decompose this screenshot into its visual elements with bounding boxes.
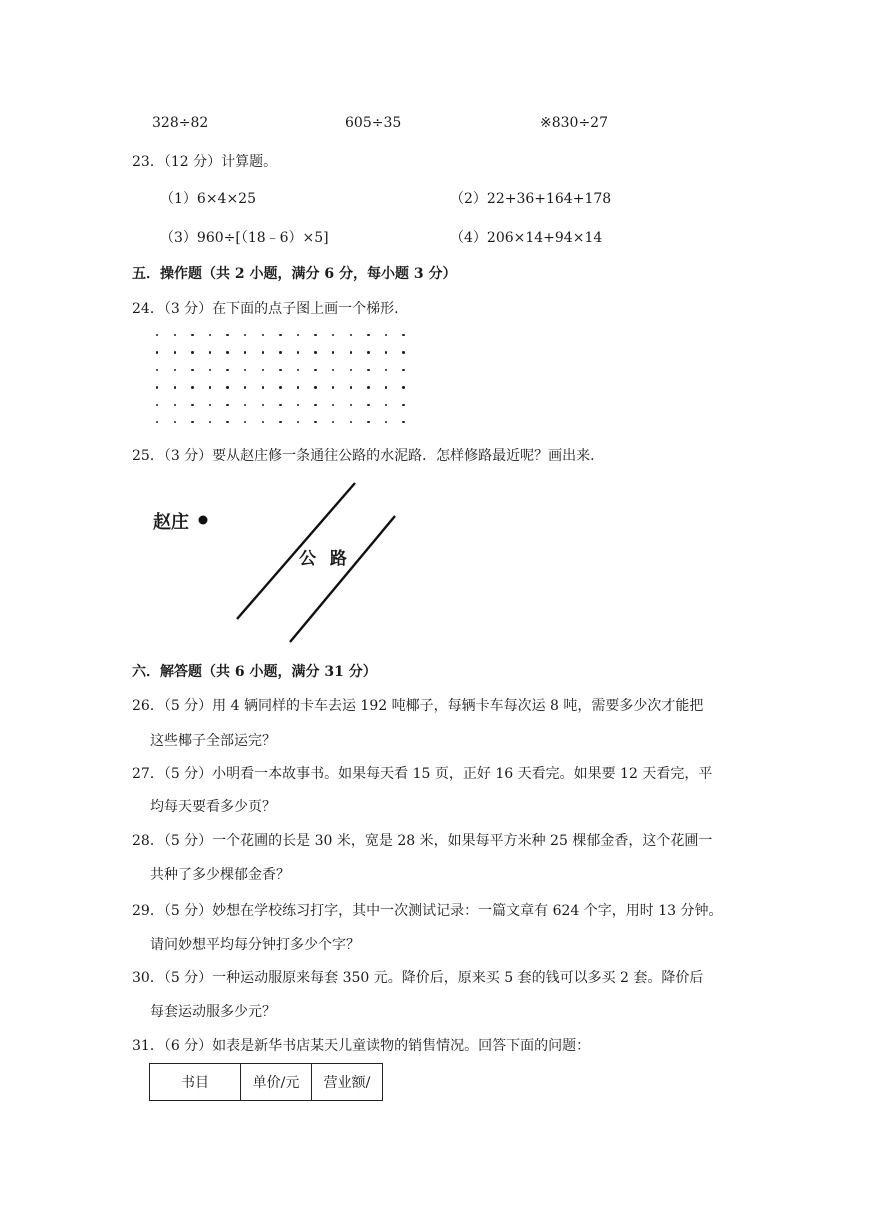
grid-dot (332, 369, 334, 371)
grid-dot (262, 351, 264, 353)
grid-dot (209, 334, 211, 336)
q23-item-2: （2）22+36+164+178 (450, 191, 612, 207)
q30-line1: 30．（5 分）一种运动服原来每套 350 元。降价后，原来买 5 套的钱可以多买 2 套。降价后 (132, 970, 704, 986)
grid-dot (367, 334, 369, 336)
sales-table (149, 1063, 383, 1101)
grid-dot (297, 369, 299, 371)
grid-dot (226, 369, 228, 371)
grid-dot (174, 404, 176, 406)
q31-text: 31．（6 分）如表是新华书店某天儿童读物的销售情况。回答下面的问题： (132, 1038, 591, 1054)
grid-dot (244, 404, 246, 406)
grid-dot (279, 351, 281, 353)
grid-dot (314, 369, 316, 371)
grid-dot (279, 369, 281, 371)
grid-dot (314, 334, 316, 336)
q26-line2: 这些椰子全部运完？ (150, 733, 276, 749)
grid-dot (297, 404, 299, 406)
q27-line1: 27．（5 分）小明看一本故事书。如果每天看 15 页，正好 16 天看完。如果要 12 天看完，平 (132, 766, 713, 782)
dot-grid (150, 328, 420, 438)
grid-dot (191, 351, 193, 353)
grid-dot (262, 334, 264, 336)
grid-dot (191, 421, 193, 423)
grid-dot (226, 351, 228, 353)
grid-dot (226, 404, 228, 406)
q22-item-2: 605÷35 (345, 115, 402, 131)
table-header-cell: 书目 (150, 1064, 241, 1101)
grid-dot (350, 404, 352, 406)
grid-dot (314, 404, 316, 406)
road-map-figure (145, 478, 435, 650)
table-row (150, 1064, 383, 1101)
grid-dot (156, 351, 158, 353)
grid-dot (156, 386, 158, 388)
grid-dot (279, 386, 281, 388)
grid-dot (367, 351, 369, 353)
grid-dot (191, 386, 193, 388)
q28-line1: 28．（5 分）一个花圃的长是 30 米，宽是 28 米，如果每平方米种 25 棵郁金香，这个花圃一 (132, 833, 713, 849)
grid-dot (244, 334, 246, 336)
grid-dot (156, 334, 158, 336)
q22-item-3: ※830÷27 (540, 115, 608, 131)
grid-dot (209, 421, 211, 423)
grid-dot (314, 386, 316, 388)
grid-dot (402, 334, 404, 336)
grid-dot (350, 351, 352, 353)
grid-dot (209, 404, 211, 406)
grid-dot (385, 334, 387, 336)
grid-dot (297, 421, 299, 423)
grid-dot (332, 334, 334, 336)
grid-dot (385, 386, 387, 388)
grid-dot (244, 351, 246, 353)
grid-dot (174, 386, 176, 388)
grid-dot (367, 369, 369, 371)
grid-dot (350, 334, 352, 336)
grid-dot (156, 404, 158, 406)
grid-dot (191, 404, 193, 406)
grid-dot (367, 404, 369, 406)
road-edge-line (290, 516, 395, 642)
grid-dot (385, 404, 387, 406)
grid-dot (209, 351, 211, 353)
grid-dot (262, 369, 264, 371)
grid-dot (262, 404, 264, 406)
grid-dot (385, 421, 387, 423)
section6-heading: 六．解答题（共 6 小题，满分 31 分） (132, 664, 377, 680)
q28-line2: 共种了多少棵郁金香？ (150, 867, 290, 883)
grid-dot (174, 351, 176, 353)
q30-line2: 每套运动服多少元？ (150, 1004, 276, 1020)
grid-dot (226, 421, 228, 423)
village-label: 赵庄 (153, 512, 189, 533)
grid-dot (402, 351, 404, 353)
grid-dot (174, 334, 176, 336)
grid-dot (402, 386, 404, 388)
grid-dot (226, 334, 228, 336)
grid-dot (244, 386, 246, 388)
q23-title: 23．（12 分）计算题。 (132, 154, 278, 170)
q27-line2: 均每天要看多少页？ (150, 799, 276, 815)
grid-dot (174, 369, 176, 371)
grid-dot (279, 421, 281, 423)
grid-dot (209, 386, 211, 388)
grid-dot (332, 351, 334, 353)
grid-dot (279, 404, 281, 406)
q29-line1: 29．（5 分）妙想在学校练习打字，其中一次测试记录：一篇文章有 624 个字，用时 13 分钟。 (132, 903, 723, 919)
grid-dot (262, 386, 264, 388)
grid-dot (191, 334, 193, 336)
q22-item-1: 328÷82 (152, 115, 209, 131)
section5-heading: 五．操作题（共 2 小题，满分 6 分，每小题 3 分） (132, 266, 457, 282)
grid-dot (244, 421, 246, 423)
grid-dot (350, 369, 352, 371)
q26-line1: 26．（5 分）用 4 辆同样的卡车去运 192 吨椰子，每辆卡车每次运 8 吨，需要多少次才能把 (132, 698, 704, 714)
grid-dot (402, 404, 404, 406)
grid-dot (226, 386, 228, 388)
grid-dot (332, 386, 334, 388)
q29-line2: 请问妙想平均每分钟打多少个字？ (150, 937, 360, 953)
grid-dot (350, 421, 352, 423)
grid-dot (209, 369, 211, 371)
table-header-cell: 单价/元 (241, 1064, 312, 1101)
grid-dot (350, 386, 352, 388)
grid-dot (244, 369, 246, 371)
grid-dot (367, 421, 369, 423)
grid-dot (191, 369, 193, 371)
grid-dot (174, 421, 176, 423)
grid-dot (156, 421, 158, 423)
grid-dot (279, 334, 281, 336)
grid-dot (262, 421, 264, 423)
road-label: 公 路 (299, 549, 351, 569)
grid-dot (402, 421, 404, 423)
grid-dot (314, 421, 316, 423)
grid-dot (297, 351, 299, 353)
grid-dot (385, 369, 387, 371)
grid-dot (332, 404, 334, 406)
grid-dot (367, 386, 369, 388)
grid-dot (314, 351, 316, 353)
grid-dot (156, 369, 158, 371)
q23-item-1: （1）6×4×25 (160, 191, 256, 207)
q23-item-4: （4）206×14+94×14 (450, 230, 603, 246)
q25-text: 25．（3 分）要从赵庄修一条通往公路的水泥路．怎样修路最近呢？画出来. (132, 448, 595, 464)
village-dot (199, 516, 208, 525)
q24-text: 24．（3 分）在下面的点子图上画一个梯形. (132, 301, 399, 317)
table-header-cell: 营业额/ (312, 1064, 383, 1101)
grid-dot (332, 421, 334, 423)
grid-dot (297, 386, 299, 388)
grid-dot (297, 334, 299, 336)
q23-item-3: （3）960÷[（18﹣6）×5] (160, 230, 329, 246)
grid-dot (402, 369, 404, 371)
grid-dot (385, 351, 387, 353)
